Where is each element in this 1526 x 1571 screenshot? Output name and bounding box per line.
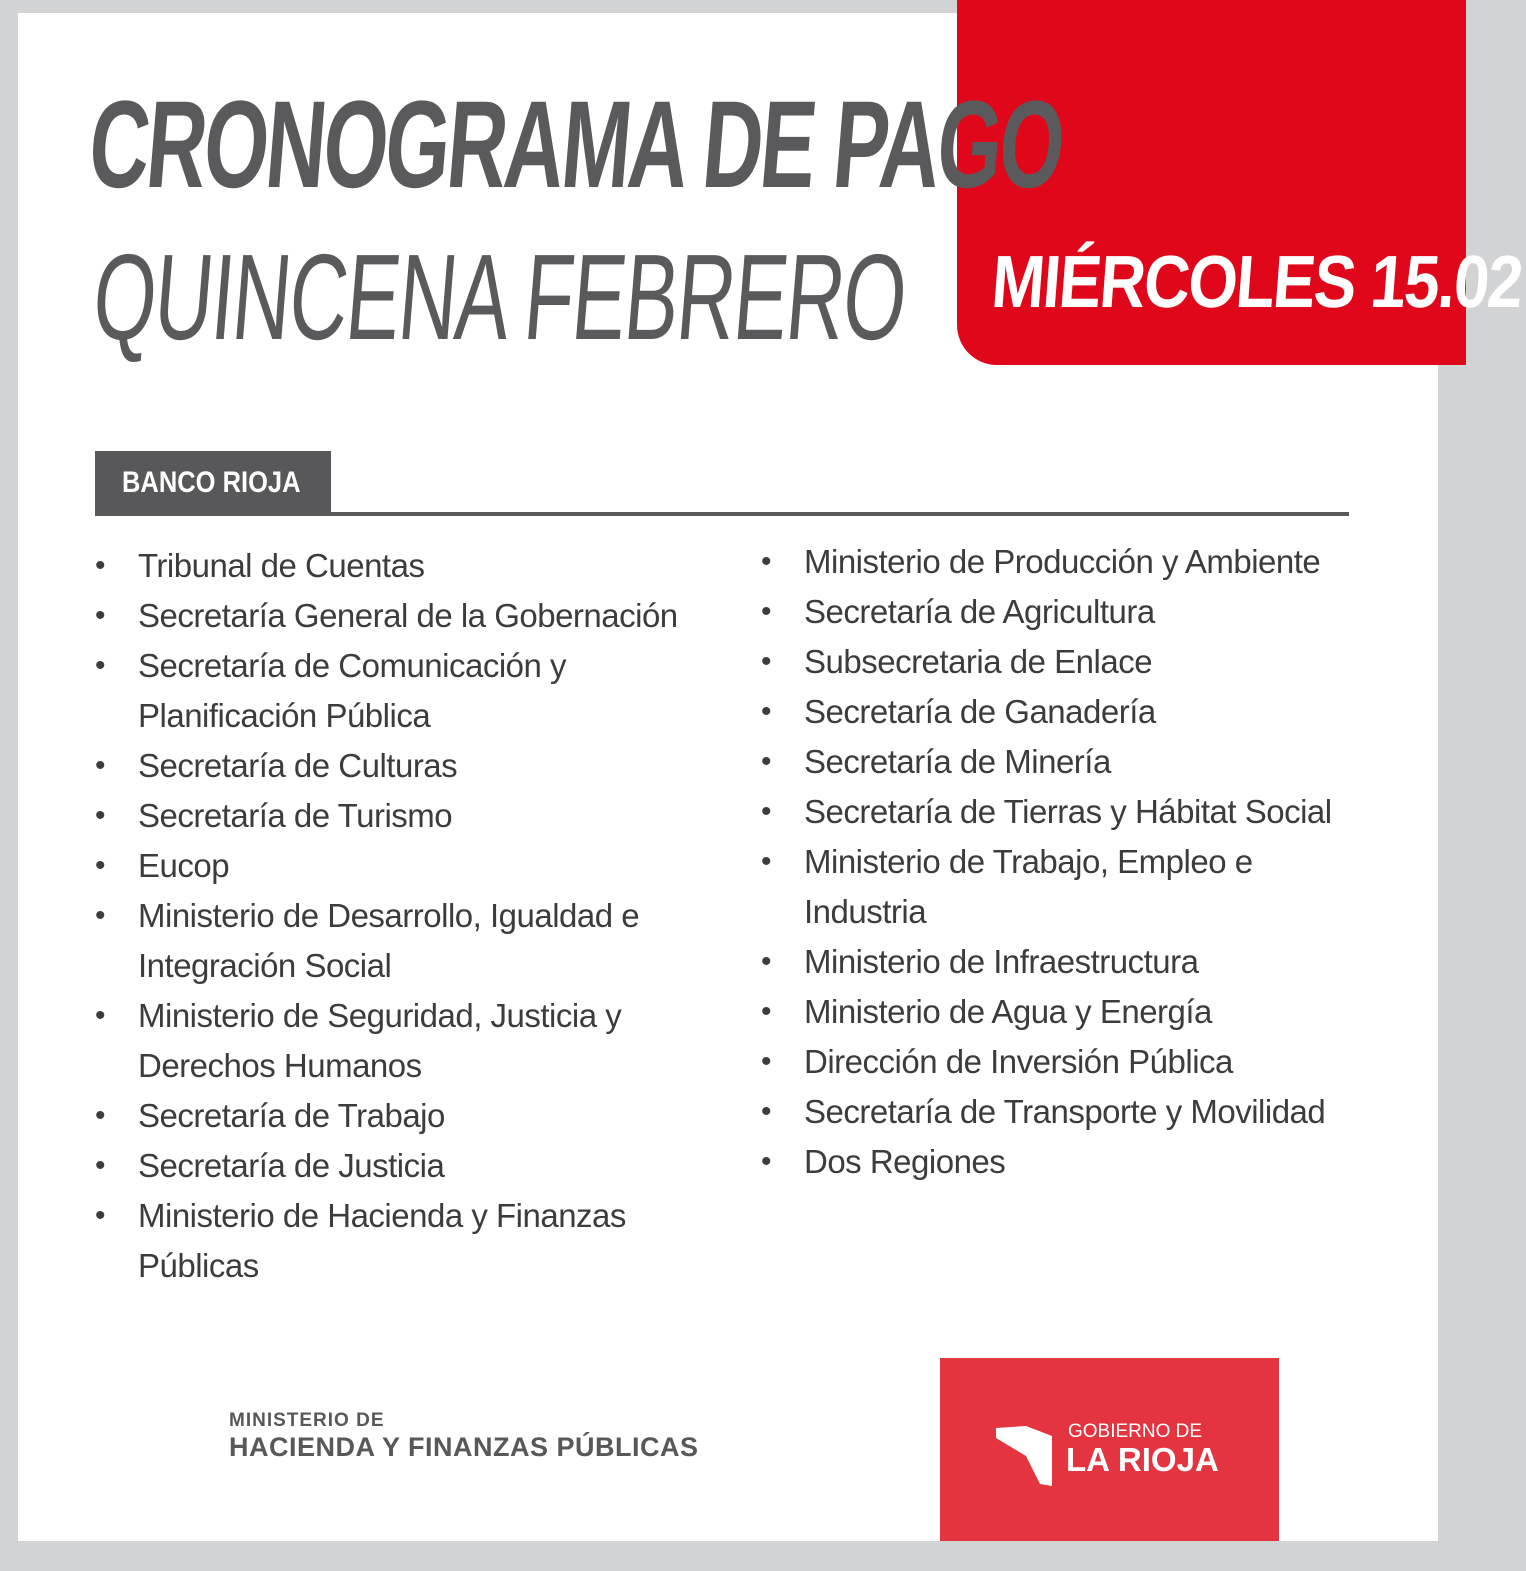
- ministry-signature: [229, 1410, 699, 1462]
- list-item: • Secretaría de Justicia: [92, 1141, 712, 1191]
- la-rioja-map-icon: [996, 1426, 1052, 1486]
- ministry-line-2: HACIENDA Y FINANZAS PÚBLICAS: [229, 1432, 699, 1462]
- bullet-icon: •: [95, 649, 106, 682]
- list-item: • Ministerio de Desarrollo, Igualdad e Integración Social: [92, 891, 712, 991]
- section-divider: [95, 512, 1349, 516]
- bullet-icon: •: [761, 745, 772, 778]
- bullet-icon: •: [95, 599, 106, 632]
- list-item: • Dirección de Inversión Pública: [758, 1037, 1378, 1087]
- page-title: CRONOGRAMA DE PAGO: [84, 76, 1068, 214]
- bullet-icon: •: [761, 795, 772, 828]
- list-item: • Ministerio de Producción y Ambiente: [758, 537, 1378, 587]
- list-item: • Secretaría de Minería: [758, 737, 1378, 787]
- bullet-icon: •: [95, 1199, 106, 1232]
- bullet-icon: •: [95, 749, 106, 782]
- bank-label: BANCO RIOJA: [122, 466, 301, 499]
- agency-list-right: [758, 537, 1378, 1187]
- list-item: • Ministerio de Infraestructura: [758, 937, 1378, 987]
- list-item: • Dos Regiones: [758, 1137, 1378, 1187]
- bullet-icon: •: [761, 945, 772, 978]
- page-subtitle: QUINCENA FEBRERO: [88, 229, 911, 365]
- list-item: • Secretaría de Tierras y Hábitat Social: [758, 787, 1378, 837]
- list-item: • Tribunal de Cuentas: [92, 541, 712, 591]
- bullet-icon: •: [95, 549, 106, 582]
- bullet-icon: •: [95, 899, 106, 932]
- list-item: • Ministerio de Agua y Energía: [758, 987, 1378, 1037]
- list-item: • Secretaría de Trabajo: [92, 1091, 712, 1141]
- list-item: • Secretaría de Comunicación y Planificación Pública: [92, 641, 712, 741]
- bullet-icon: •: [95, 849, 106, 882]
- list-item: • Secretaría General de la Gobernación: [92, 591, 712, 641]
- bullet-icon: •: [95, 999, 106, 1032]
- list-item: • Subsecretaria de Enlace: [758, 637, 1378, 687]
- government-name-small: GOBIERNO DE: [1068, 1421, 1203, 1442]
- list-item: • Eucop: [92, 841, 712, 891]
- agency-list-left: [92, 541, 712, 1291]
- bullet-icon: •: [761, 1095, 772, 1128]
- list-item: • Ministerio de Seguridad, Justicia y Derechos Humanos: [92, 991, 712, 1091]
- bullet-icon: •: [761, 845, 772, 878]
- bullet-icon: •: [761, 1045, 772, 1078]
- list-item: • Secretaría de Turismo: [92, 791, 712, 841]
- bullet-icon: •: [95, 1149, 106, 1182]
- bullet-icon: •: [761, 995, 772, 1028]
- bullet-icon: •: [761, 695, 772, 728]
- list-item: • Ministerio de Hacienda y Finanzas Públicas: [92, 1191, 712, 1291]
- list-item: • Secretaría de Ganadería: [758, 687, 1378, 737]
- list-item: • Secretaría de Agricultura: [758, 587, 1378, 637]
- bullet-icon: •: [95, 799, 106, 832]
- list-item: • Secretaría de Transporte y Movilidad: [758, 1087, 1378, 1137]
- list-item: • Ministerio de Trabajo, Empleo e Industria: [758, 837, 1378, 937]
- ministry-line-1: MINISTERIO DE: [229, 1410, 385, 1431]
- payment-date: MIÉRCOLES 15.02: [988, 240, 1525, 323]
- bullet-icon: •: [95, 1099, 106, 1132]
- bullet-icon: •: [761, 1145, 772, 1178]
- bullet-icon: •: [761, 645, 772, 678]
- list-item: • Secretaría de Culturas: [92, 741, 712, 791]
- bullet-icon: •: [761, 595, 772, 628]
- government-name-large: LA RIOJA: [1066, 1441, 1219, 1478]
- bullet-icon: •: [761, 545, 772, 578]
